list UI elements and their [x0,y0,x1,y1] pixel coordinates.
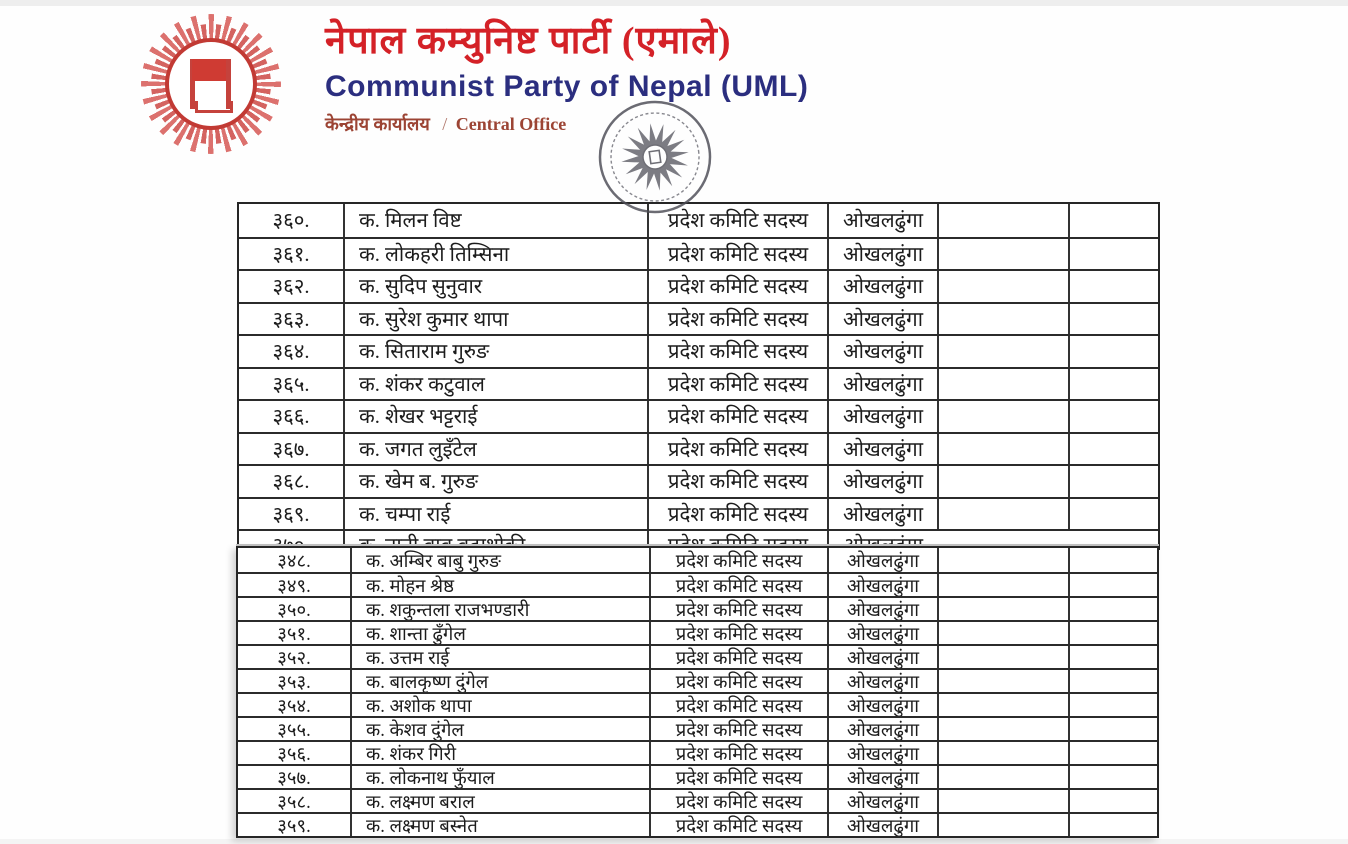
table-row [238,740,1157,764]
cell-district: ओखलढुंगा [827,548,937,572]
table-row [239,237,1158,270]
cell-member-name: क. जगत लुइँटेल [343,434,647,465]
cell-member-name: क. शान्ता ढुँगेल [350,622,649,644]
cell-member-name: क. शंकर कटुवाल [343,369,647,400]
cell-blank-1 [937,766,1068,788]
cell-position: प्रदेश कमिटि सदस्य [649,766,827,788]
cell-position: प्रदेश कमिटि सदस्य [649,622,827,644]
cell-blank-1 [937,548,1068,572]
official-round-stamp-icon [588,90,721,223]
cell-serial-number: ३५४. [277,696,311,716]
central-office-line [325,112,808,136]
cell-position: प्रदेश कमिटि सदस्य [649,548,827,572]
cell-blank-1 [937,434,1068,465]
table-row [239,399,1158,432]
cell-member-name: क. मिलन विष्ट [343,204,647,237]
cell-blank-2 [1068,790,1157,812]
cell-district: ओखलढुंगा [827,598,937,620]
cell-serial-number: ३४९. [277,576,311,596]
cell-member-name: क. सुरेश कुमार थापा [343,304,647,335]
cell-blank-1 [937,646,1068,668]
logo-flag [192,59,230,81]
cell-blank-1 [937,204,1068,237]
cell-blank-2 [1068,434,1158,465]
table-row [238,716,1157,740]
cell-district: ओखलढुंगा [827,718,937,740]
cell-blank-1 [937,598,1068,620]
cell-serial-number: ३६२. [272,276,310,299]
cell-blank-1 [937,304,1068,335]
cell-member-name: क. उत्तम राई [350,646,649,668]
cell-district: ओखलढुंगा [827,790,937,812]
logo-base [195,101,233,113]
table-row [238,572,1157,596]
cell-blank-1 [937,239,1068,270]
member-table-upper [237,202,1160,550]
cell-member-name: क. चम्पा राई [343,499,647,530]
cell-blank-2 [1068,204,1158,237]
cell-position: प्रदेश कमिटि सदस्य [649,742,827,764]
cell-district: ओखलढुंगा [827,814,937,836]
cell-serial-number: ३६७. [272,438,310,461]
cell-district: ओखलढुंगा [827,401,937,432]
cell-serial-number: ३५८. [277,792,311,812]
cell-serial-number: ३५३. [277,672,311,692]
table-row [239,497,1158,530]
cell-serial-number: ३६३. [272,308,310,331]
cell-position: प्रदेश कमिटि सदस्य [647,401,827,432]
cell-blank-1 [937,499,1068,530]
cell-member-name: क. मोहन श्रेष्ठ [350,574,649,596]
cell-blank-2 [1068,766,1157,788]
cell-blank-1 [937,622,1068,644]
table-row [238,668,1157,692]
cell-member-name: क. शकुन्तला राजभण्डारी [350,598,649,620]
cell-serial-number: ३६६. [272,406,310,429]
cell-blank-2 [1068,336,1158,367]
cell-position: प्रदेश कमिटि सदस्य [647,434,827,465]
cell-serial-number: ३४८. [277,551,311,572]
table-row [238,596,1157,620]
cell-position: प्रदेश कमिटि सदस्य [649,814,827,836]
cell-district: ओखलढुंगा [827,466,937,497]
table-row [238,644,1157,668]
cell-district: ओखलढुंगा [827,742,937,764]
cell-position: प्रदेश कमिटि सदस्य [649,574,827,596]
cell-member-name: क. सुदिप सुनुवार [343,271,647,302]
table-row [239,302,1158,335]
cell-member-name: क. सिताराम गुरुङ [343,336,647,367]
cell-serial-number: ३५५. [277,720,311,740]
cell-district: ओखलढुंगा [827,646,937,668]
cell-district: ओखलढुंगा [827,499,937,530]
cell-district: ओखलढुंगा [827,239,937,270]
central-office-english: Central Office [455,113,567,134]
cell-blank-1 [937,466,1068,497]
cell-member-name: क. केशव दुंगेल [350,718,649,740]
cell-serial-number: ३५६. [277,744,311,764]
party-name-nepali: नेपाल कम्युनिष्ट पार्टी (एमाले) [325,20,732,62]
central-office-divider: / [442,113,448,134]
cell-district: ओखलढुंगा [827,622,937,644]
cell-member-name: क. बालकृष्ण दुंगेल [350,670,649,692]
cell-blank-1 [937,814,1068,836]
member-table-lower [236,546,1159,838]
cell-blank-2 [1068,401,1158,432]
cell-serial-number: ३५२. [277,648,311,668]
cell-blank-1 [937,694,1068,716]
cell-blank-2 [1068,742,1157,764]
cell-member-name: क. शंकर गिरी [350,742,649,764]
cell-district: ओखलढुंगा [827,304,937,335]
table-row [238,788,1157,812]
cell-district: ओखलढुंगा [827,336,937,367]
cell-blank-1 [937,574,1068,596]
cell-position: प्रदेश कमिटि सदस्य [647,499,827,530]
central-office-nepali: केन्द्रीय कार्यालय [325,113,430,134]
cell-position: प्रदेश कमिटि सदस्य [647,239,827,270]
cell-member-name: क. लक्ष्मण बस्नेत [350,814,649,836]
table-row [238,764,1157,788]
cell-member-name: क. अम्बिर बाबु गुरुङ [350,548,649,572]
table-row [239,464,1158,497]
party-name-english: Communist Party of Nepal (UML) [325,69,809,103]
cell-district: ओखलढुंगा [827,271,937,302]
letterhead [325,20,808,136]
cell-blank-2 [1068,239,1158,270]
cell-serial-number: ३६४. [272,341,310,364]
cell-position: प्रदेश कमिटि सदस्य [647,271,827,302]
cell-district: ओखलढुंगा [827,369,937,400]
cell-position: प्रदेश कमिटि सदस्य [649,670,827,692]
cell-blank-1 [937,670,1068,692]
cell-district: ओखलढुंगा [827,574,937,596]
cell-blank-2 [1068,304,1158,335]
table-row [238,548,1157,572]
cell-district: ओखलढुंगा [827,204,937,237]
cell-position: प्रदेश कमिटि सदस्य [649,694,827,716]
cell-serial-number: ३५७. [277,768,311,788]
cell-position: प्रदेश कमिटि सदस्य [647,369,827,400]
cell-blank-1 [937,742,1068,764]
cell-member-name: क. लक्ष्मण बराल [350,790,649,812]
cell-blank-1 [937,369,1068,400]
cell-blank-2 [1068,670,1157,692]
cell-blank-1 [937,271,1068,302]
cell-serial-number: ३५१. [277,624,311,644]
table-row [239,269,1158,302]
cell-serial-number: ३६०. [272,210,310,233]
cell-blank-2 [1068,574,1157,596]
cell-position: प्रदेश कमिटि सदस्य [649,598,827,620]
cell-position: प्रदेश कमिटि सदस्य [647,304,827,335]
cell-blank-2 [1068,622,1157,644]
cell-blank-1 [937,718,1068,740]
logo-flag-emblem [185,55,237,113]
cell-district: ओखलढुंगा [827,694,937,716]
cell-member-name: क. खेम ब. गुरुङ [343,466,647,497]
cell-position: प्रदेश कमिटि सदस्य [649,718,827,740]
table-row [238,692,1157,716]
cell-serial-number: ३६८. [272,471,310,494]
cell-position: प्रदेश कमिटि सदस्य [647,336,827,367]
table-row [239,367,1158,400]
cell-district: ओखलढुंगा [827,670,937,692]
table-row [239,334,1158,367]
table-row [238,620,1157,644]
cell-blank-2 [1068,369,1158,400]
cell-blank-2 [1068,814,1157,836]
cell-member-name: क. लोकनाथ फुँयाल [350,766,649,788]
cell-blank-1 [937,336,1068,367]
cell-blank-2 [1068,271,1158,302]
cell-blank-1 [937,790,1068,812]
cell-blank-2 [1068,466,1158,497]
cell-serial-number: ३५०. [277,600,311,620]
cell-serial-number: ३६५. [272,373,310,396]
table-row [238,812,1157,836]
cell-blank-2 [1068,646,1157,668]
cell-position: प्रदेश कमिटि सदस्य [647,466,827,497]
cell-blank-2 [1068,548,1157,572]
cell-blank-2 [1068,694,1157,716]
cell-district: ओखलढुंगा [827,434,937,465]
cell-blank-2 [1068,598,1157,620]
cell-blank-1 [937,401,1068,432]
cell-serial-number: ३५९. [277,816,311,836]
cell-member-name: क. शेखर भट्टराई [343,401,647,432]
cell-serial-number: ३६१. [272,243,310,266]
cell-position: प्रदेश कमिटि सदस्य [649,646,827,668]
cell-district: ओखलढुंगा [827,766,937,788]
table-row [239,432,1158,465]
cell-member-name: क. लोकहरी तिम्सिना [343,239,647,270]
cell-member-name: क. अशोक थापा [350,694,649,716]
cell-position: प्रदेश कमिटि सदस्य [649,790,827,812]
party-logo [141,14,281,154]
cell-blank-2 [1068,499,1158,530]
cell-serial-number: ३६९. [272,503,310,526]
cell-blank-2 [1068,718,1157,740]
cell-position: प्रदेश कमिटि सदस्य [647,204,827,237]
